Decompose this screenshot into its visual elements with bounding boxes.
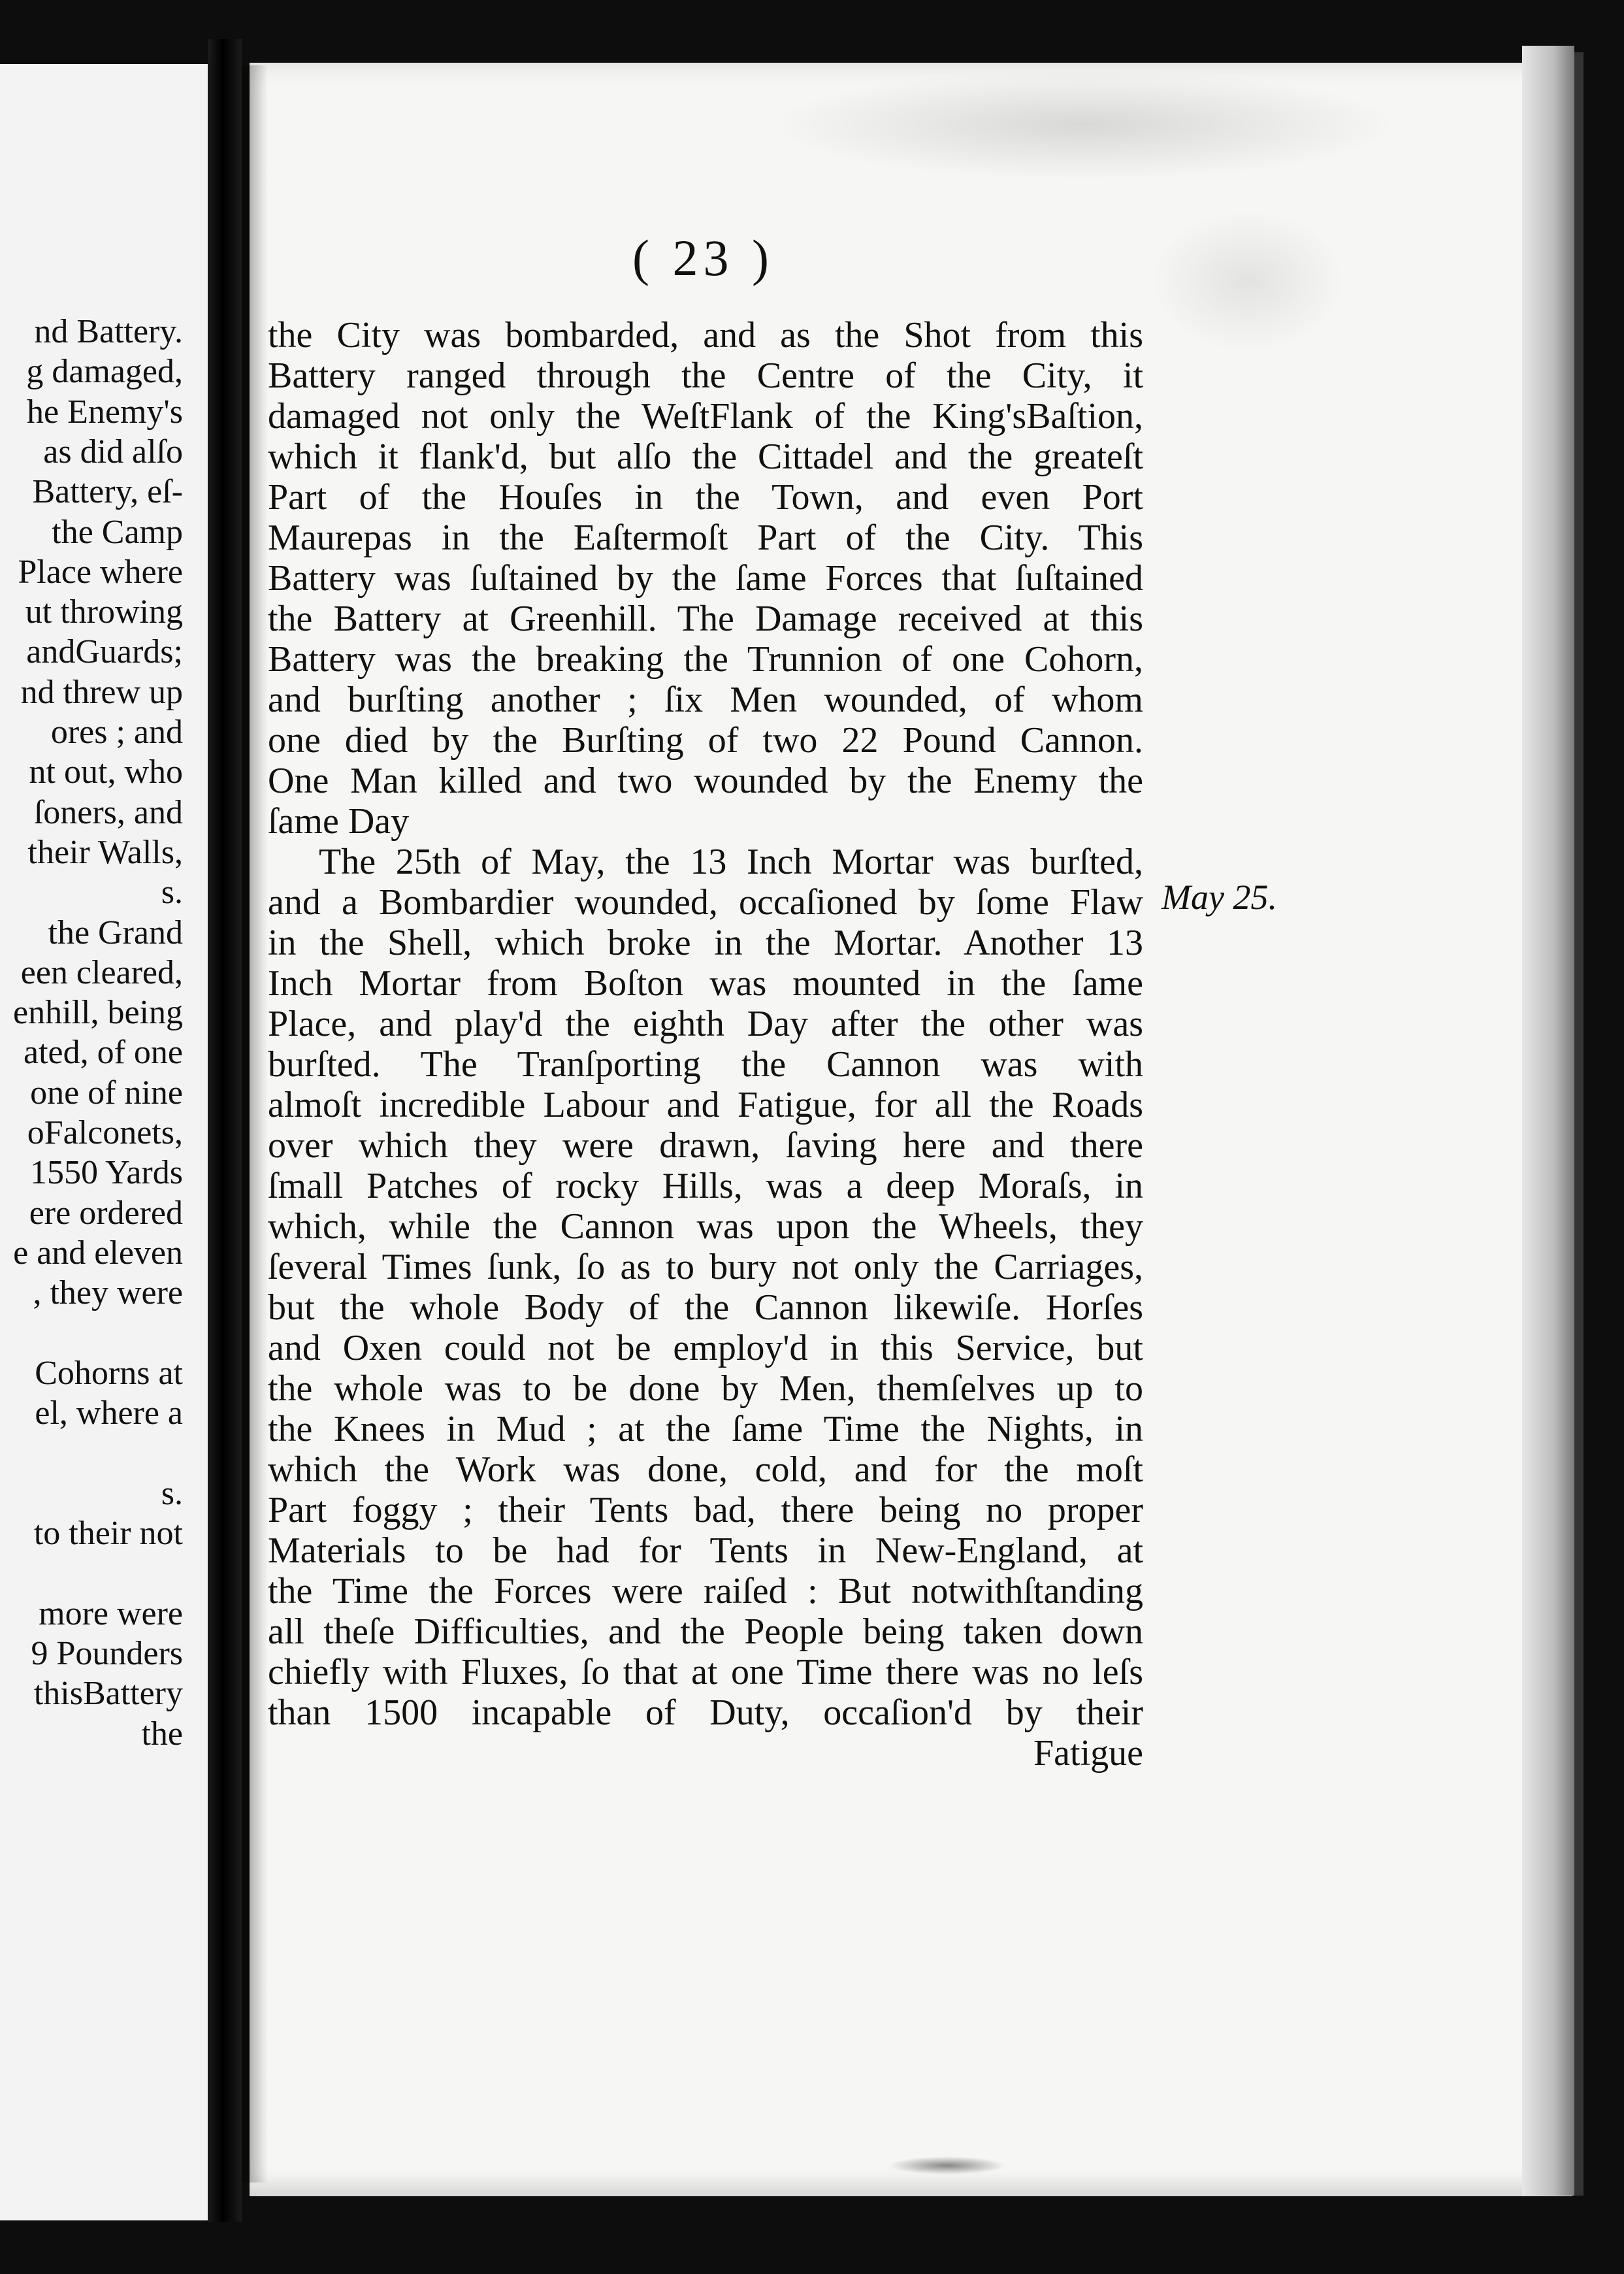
text-line: almoſt incredible Labour and Fatigue, for all the Roads — [268, 1085, 1143, 1125]
text-line: in the Shell, which broke in the Mortar. Another 13 — [268, 923, 1143, 963]
ink-smudge — [1150, 209, 1346, 353]
text-line: Maurepas in the Eaſtermoſt Part of the City. This — [268, 518, 1143, 558]
left-page-line: nt out, who — [29, 753, 183, 791]
left-page-line: Cohorns at — [35, 1355, 183, 1392]
text-line: which it flank'd, but alſo the Cittadel and the greateſt — [268, 437, 1143, 477]
left-page-line: 1550 Yards — [29, 1154, 183, 1191]
margin-note: May 25. — [1161, 878, 1277, 917]
book-gutter — [208, 39, 242, 2222]
left-page-line: nd Battery. — [34, 313, 183, 350]
text-line: ſeveral Times ſunk, ſo as to bury not only the Carriages, — [268, 1247, 1143, 1287]
gutter-shadow — [242, 65, 268, 2183]
text-line: the Battery at Greenhill. The Damage received at this — [268, 599, 1143, 639]
text-line: than 1500 incapable of Duty, occaſion'd by their — [268, 1692, 1143, 1733]
text-line: burſted. The Tranſporting the Cannon was with — [268, 1044, 1143, 1085]
text-line: the Time the Forces were raiſed : But notwithſtanding — [268, 1571, 1143, 1611]
text-line: over which they were drawn, ſaving here and there — [268, 1125, 1143, 1166]
text-line: ſmall Patches of rocky Hills, was a deep Moraſs, in — [268, 1166, 1143, 1206]
left-page-line: ere ordered — [29, 1195, 183, 1232]
left-page-line: 9 Pounders — [31, 1635, 183, 1672]
page-number: ( 23 ) — [632, 229, 774, 286]
text-line: damaged not only the WeſtFlank of the King'sBaſtion, — [268, 396, 1143, 437]
text-line: The 25th of May, the 13 Inch Mortar was burſted, — [319, 842, 1143, 882]
ink-smudge — [771, 69, 1398, 180]
left-page-line: their Walls, — [27, 834, 183, 871]
page-edge-shadow — [1574, 52, 1583, 2196]
text-line: Place, and play'd the eighth Day after the other was — [268, 1004, 1143, 1044]
left-page-line: thisBattery — [33, 1675, 183, 1712]
left-page-line: to their not — [33, 1515, 183, 1552]
text-line: Part foggy ; their Tents bad, there being no proper — [268, 1490, 1143, 1530]
text-line: and a Bombardier wounded, occaſioned by ſome Flaw — [268, 882, 1143, 923]
left-page-line: the Grand — [48, 914, 183, 951]
left-page-line: ſoners, and — [33, 794, 183, 831]
text-line: and Oxen could not be employ'd in this Service, but — [268, 1328, 1143, 1368]
text-line: all theſe Difficulties, and the People being taken down — [268, 1611, 1143, 1652]
left-page-line: e and eleven — [13, 1234, 183, 1272]
left-page-line: ut throwing — [25, 593, 183, 631]
left-page-line: Place where — [18, 553, 183, 591]
text-line: Inch Mortar from Boſton was mounted in the ſame — [268, 963, 1143, 1004]
text-line: the whole was to be done by Men, themſelves up to — [268, 1368, 1143, 1409]
left-page-line: enhill, being — [13, 994, 183, 1031]
left-page-line: oFalconets, — [27, 1114, 183, 1151]
left-page-line: s. — [161, 874, 183, 911]
left-page-line: the Camp — [52, 514, 183, 551]
text-line: chiefly with Fluxes, ſo that at one Time there was no leſs — [268, 1652, 1143, 1692]
text-line: one died by the Burſting of two 22 Pound Cannon. — [268, 720, 1143, 761]
left-page-line: g damaged, — [26, 353, 183, 390]
text-line: Battery ranged through the Centre of the City, it — [268, 355, 1143, 396]
catchword: Fatigue — [1033, 1733, 1143, 1773]
left-page-line: more were — [39, 1595, 183, 1632]
left-page-line: andGuards; — [26, 633, 183, 670]
left-page-line: ores ; and — [50, 714, 183, 751]
left-page-line: nd threw up — [20, 674, 183, 711]
left-page-line: s. — [161, 1475, 183, 1512]
text-line: the Knees in Mud ; at the ſame Time the Nights, in — [268, 1409, 1143, 1449]
text-line: which the Work was done, cold, and for the moſt — [268, 1449, 1143, 1490]
left-page-line: the — [141, 1715, 183, 1753]
left-page-line: el, where a — [35, 1394, 183, 1432]
text-line: Materials to be had for Tents in New-England, at — [268, 1530, 1143, 1571]
ink-mark — [888, 2156, 1006, 2175]
left-page-line: , they were — [33, 1274, 183, 1311]
text-line: but the whole Body of the Cannon likewiſe. Horſes — [268, 1287, 1143, 1328]
left-page-line: een cleared, — [20, 954, 183, 991]
text-line: which, while the Cannon was upon the Wheels, they — [268, 1206, 1143, 1247]
left-page-line: as did alſo — [43, 433, 183, 470]
left-page-line: Battery, eſ- — [32, 473, 183, 510]
text-line: ſame Day — [268, 801, 410, 842]
text-line: One Man killed and two wounded by the Enemy the — [268, 761, 1143, 801]
left-page-fragment — [0, 64, 208, 2220]
text-line: Part of the Houſes in the Town, and even Port — [268, 477, 1143, 518]
left-page-line: one of nine — [30, 1074, 183, 1112]
text-line: Battery was the breaking the Trunnion of one Cohorn, — [268, 639, 1143, 680]
page-edge — [1522, 46, 1574, 2196]
text-line: the City was bombarded, and as the Shot from this — [268, 315, 1143, 355]
text-line: Battery was ſuſtained by the ſame Forces that ſuſtained — [268, 558, 1143, 599]
left-page-line: he Enemy's — [27, 393, 183, 431]
body-text — [268, 315, 1143, 1773]
left-page-line: ated, of one — [23, 1034, 183, 1071]
text-line: and burſting another ; ſix Men wounded, of whom — [268, 680, 1143, 720]
